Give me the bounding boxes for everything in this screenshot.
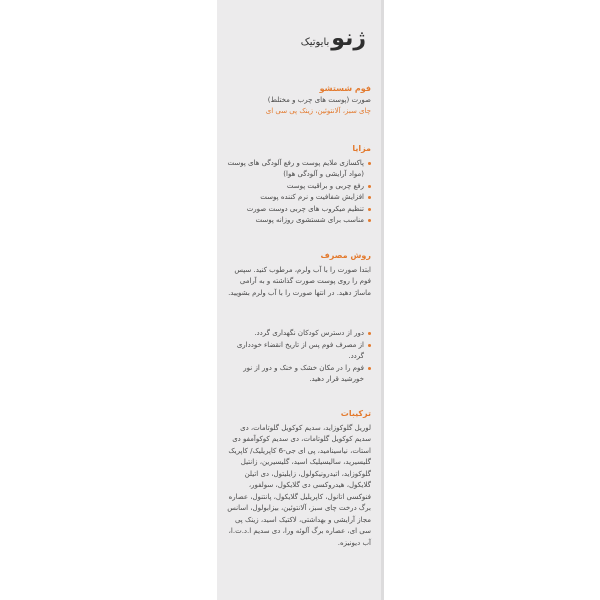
brand-logo-sub: بایوتیک xyxy=(300,37,330,48)
benefit-text: پاکسازی ملایم پوست و رفع آلودگی های پوست (مواد آرایشی و آلودگی هوا) xyxy=(227,158,364,178)
product-subtitle: صورت (پوست های چرب و مختلط) xyxy=(267,95,371,104)
composition-title: ترکیبات xyxy=(340,409,371,418)
warning-text: فوم را در مکان خشک و خنک و دور از نور خورشید قرار دهید. xyxy=(243,363,364,383)
warnings-list xyxy=(224,328,371,386)
product-title: فوم شستشو xyxy=(319,84,371,93)
bullet-dot-icon xyxy=(368,185,371,188)
bullet-dot-icon xyxy=(368,196,371,199)
benefits-title: مزایا xyxy=(352,144,371,153)
product-label-panel xyxy=(217,0,384,600)
usage-title: روش مصرف xyxy=(320,251,371,260)
benefit-text: تنظیم میکروب های چربی دوست صورت xyxy=(246,204,364,213)
bullet-dot-icon xyxy=(368,332,371,335)
list-item xyxy=(224,328,371,340)
benefit-text: مناسب برای شستشوی روزانه پوست xyxy=(255,216,364,224)
bullet-dot-icon xyxy=(368,367,371,370)
bullet-dot-icon xyxy=(368,219,371,222)
list-item xyxy=(224,363,371,386)
panel-edge xyxy=(381,0,384,600)
bullet-dot-icon xyxy=(368,344,371,347)
benefit-text: افزایش شفافیت و نرم کننده پوست xyxy=(260,193,364,201)
bullet-dot-icon xyxy=(368,208,371,211)
list-item xyxy=(224,204,371,216)
list-item xyxy=(224,158,371,181)
benefit-text: رفع چربی و براقیت پوست xyxy=(286,181,364,190)
brand-logo xyxy=(301,28,366,50)
brand-logo-main: ژنو xyxy=(331,26,366,51)
usage-text: ابتدا صورت را با آب ولرم، مرطوب کنید. سپس فوم را روی پوست صورت گذاشته و به آرامی ماساژ دهید. در انتها صورت را با آب ولرم بشویید. xyxy=(228,265,371,297)
list-item xyxy=(224,340,371,363)
usage-section xyxy=(224,250,371,299)
composition-text: لوریل گلوکوزاید، سدیم کوکویل گلوتامات، دی سدیم کوکویل گلوتامات، دی سدیم کوکوآمفو دی استات، نیاسینامید، پی ای جی-6 کاپریلیک/ کاپریک گلیسیرید، سالیسیلیک اسید، گلیسیرین، زانتیل گلوکوزاید، اتیدرونیکولول، زایلیتول، دی اتیلن گلایکول، هیدروکسی دی گلایکول، سولفور، فنوکسی اتانول، کاپریلیل گلایکول، پانتنول، عصاره برگ درخت چای سبز، آلانتوئین، بیزابولول، اسانس مجاز آرایشی و بهداشتی، لاکتیک اسید، زینک پی سی ای، عصاره برگ آلوئه ورا، دی سدیم ا.د.ت.ا، آب دیونیزه. xyxy=(227,423,371,547)
warning-text: از مصرف فوم پس از تاریخ انقضاء خودداری گردد. xyxy=(236,340,364,360)
product-header xyxy=(224,83,371,118)
product-key-ingredients: چای سبز، آلانتوئین، زینک پی سی ای xyxy=(265,107,371,115)
bullet-dot-icon xyxy=(368,162,371,165)
list-item xyxy=(224,181,371,193)
composition-section xyxy=(224,408,371,549)
warnings-section xyxy=(224,328,371,386)
list-item xyxy=(224,192,371,204)
list-item xyxy=(224,215,371,227)
warning-text: دور از دسترس کودکان نگهداری گردد. xyxy=(254,329,364,337)
benefits-section xyxy=(224,143,371,227)
benefits-list xyxy=(224,158,371,227)
